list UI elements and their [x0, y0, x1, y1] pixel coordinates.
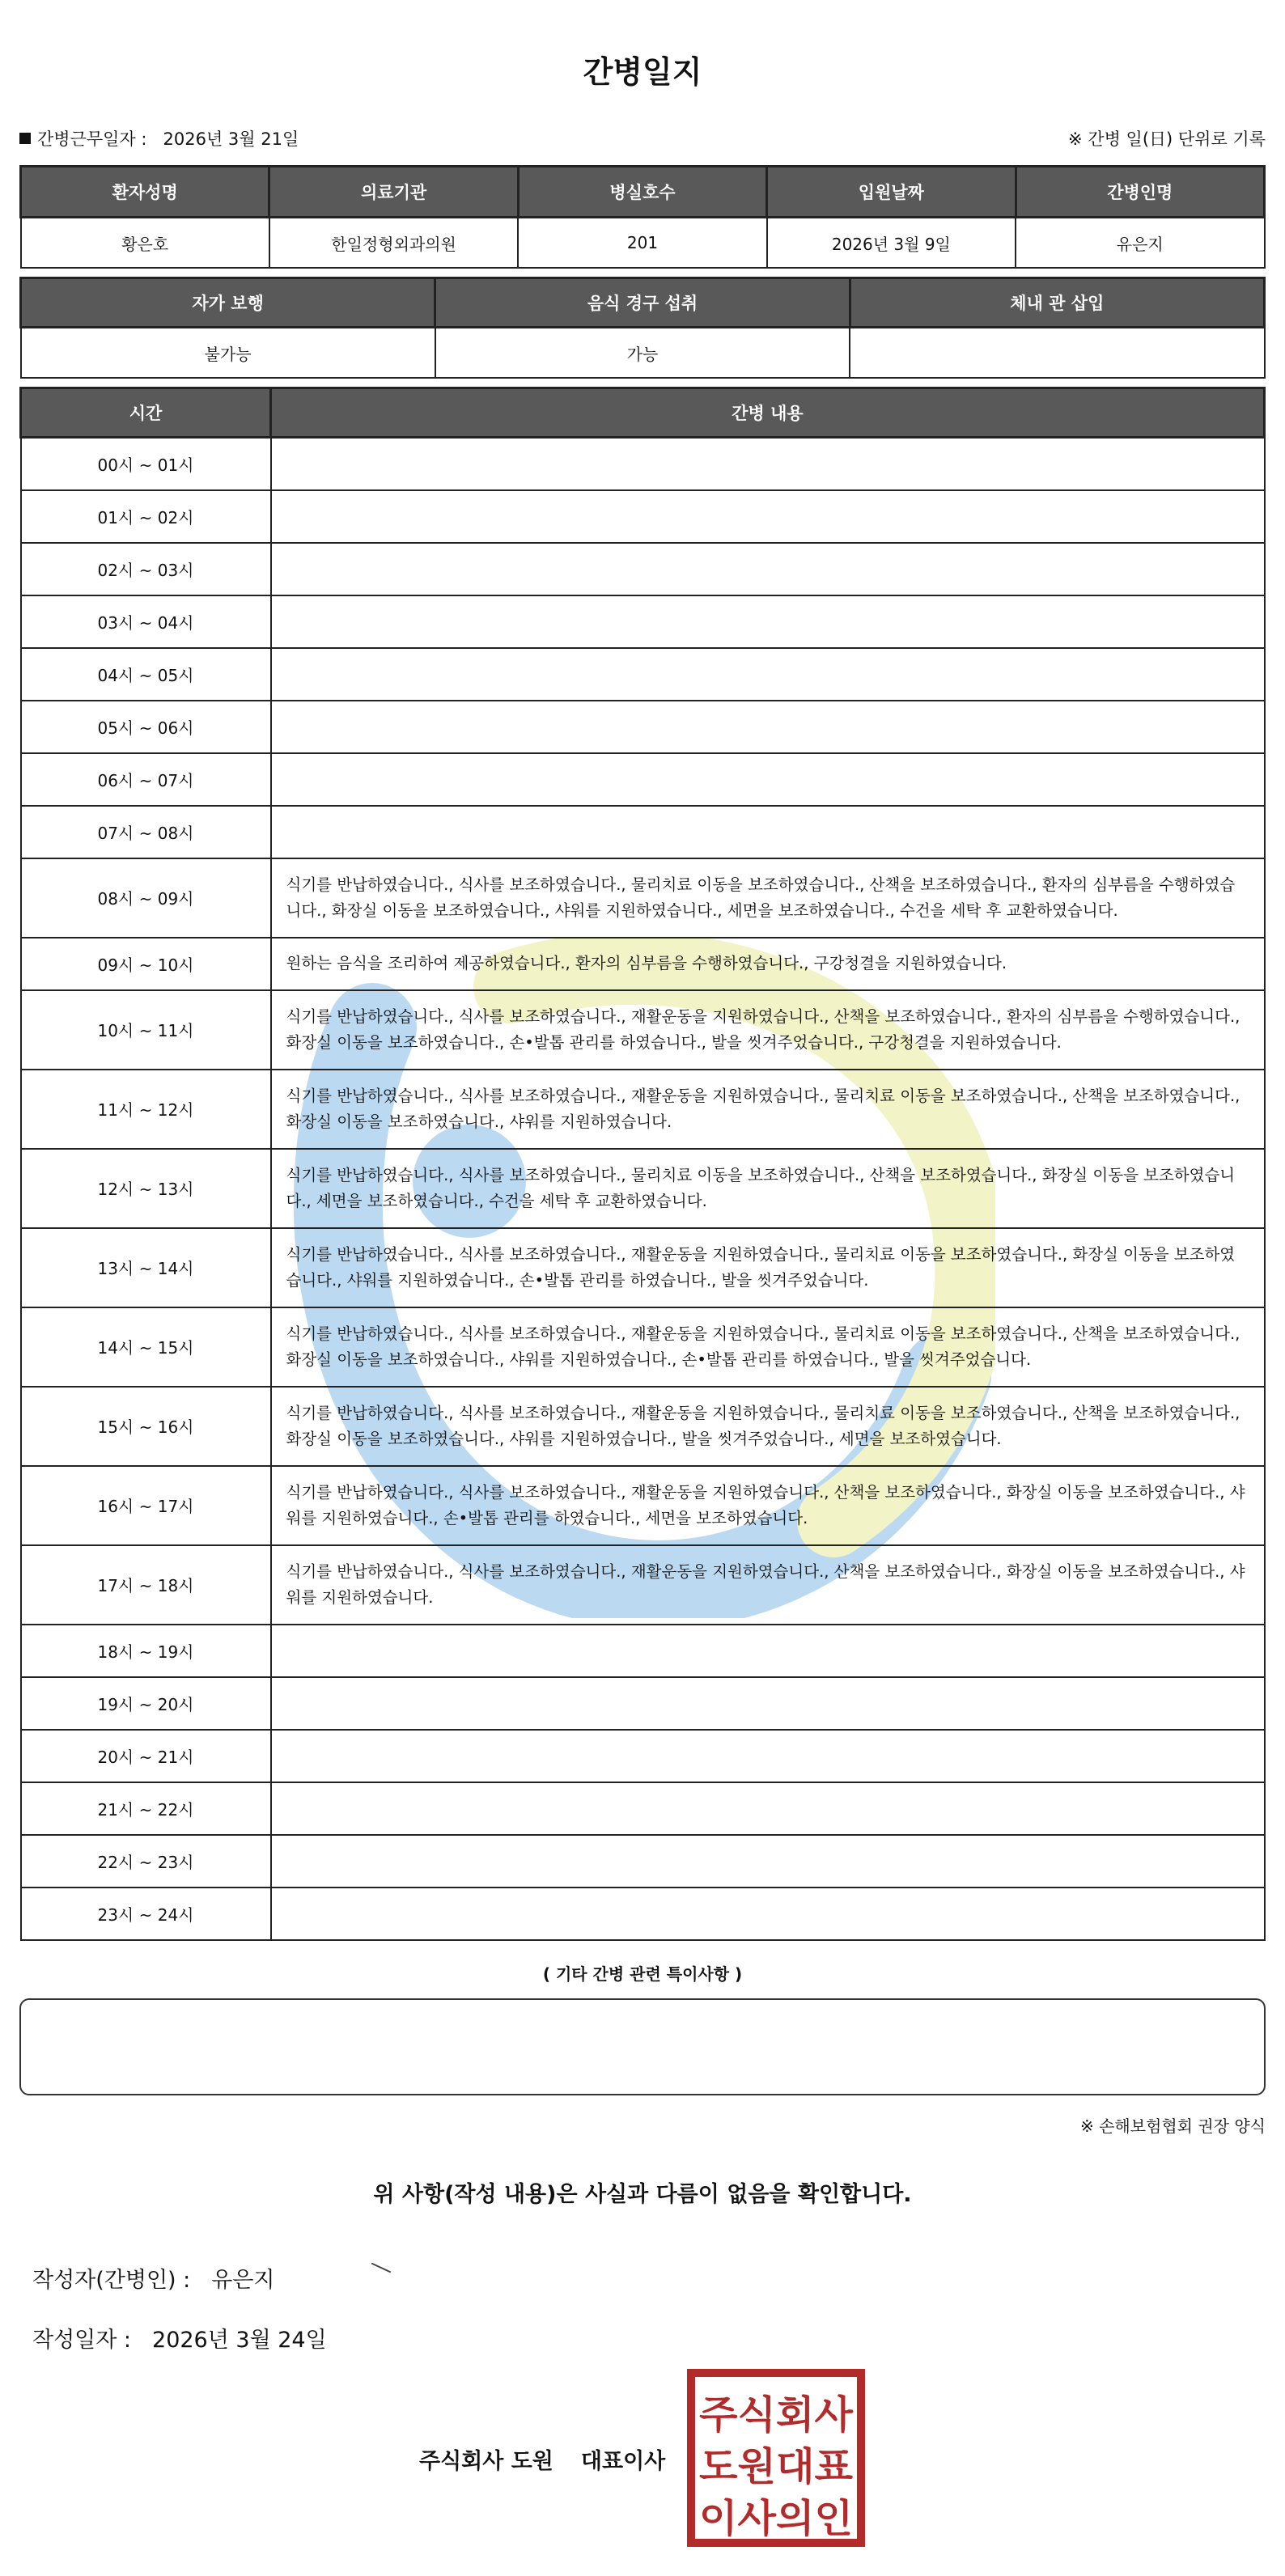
patient-header: 간병인명	[1016, 167, 1264, 218]
care-content-cell	[271, 1888, 1265, 1940]
table-row	[21, 1782, 1265, 1835]
room-number-cell: 201	[518, 218, 766, 269]
care-content-cell	[271, 1625, 1265, 1677]
time-cell: 05시 ~ 06시	[21, 701, 271, 753]
written-date-value: 2026년 3월 24일	[152, 2328, 327, 2353]
time-cell: 21시 ~ 22시	[21, 1782, 271, 1835]
time-cell: 03시 ~ 04시	[21, 595, 271, 648]
table-row	[21, 1307, 1265, 1387]
care-content-cell: 식기를 반납하였습니다., 식사를 보조하였습니다., 재활운동을 지원하였습니다., 산책을 보조하였습니다., 화장실 이동을 보조하였습니다., 샤워를 지원하였습니다.	[271, 1545, 1265, 1625]
care-content-cell: 원하는 음식을 조리하여 제공하였습니다., 환자의 심부름을 수행하였습니다., 구강청결을 지원하였습니다.	[271, 938, 1265, 990]
patient-status-table	[19, 277, 1266, 379]
admission-date-cell: 2026년 3월 9일	[767, 218, 1016, 269]
tube-insertion-cell	[850, 328, 1264, 379]
svg-text:이사의인: 이사의인	[699, 2496, 853, 2541]
work-date-row	[19, 126, 299, 150]
status-header: 체내 관 삽입	[850, 278, 1264, 328]
care-content-cell: 식기를 반납하였습니다., 식사를 보조하였습니다., 재활운동을 지원하였습니다., 물리치료 이동을 보조하였습니다., 산책을 보조하였습니다., 화장실 이동을 보조하였습니다., 샤워를 지원하였습니다., 발을 씻겨주었습니다., 세면을 보조하였습니다.	[271, 1387, 1265, 1466]
table-row	[21, 1228, 1265, 1307]
care-content-cell	[271, 543, 1265, 595]
table-row	[21, 1677, 1265, 1730]
time-cell: 19시 ~ 20시	[21, 1677, 271, 1730]
care-content-cell	[271, 490, 1265, 543]
care-content-cell: 식기를 반납하였습니다., 식사를 보조하였습니다., 재활운동을 지원하였습니다., 물리치료 이동을 보조하였습니다., 화장실 이동을 보조하였습니다., 샤워를 지원하였습니다., 손•발톱 관리를 하였습니다., 발을 씻겨주었습니다.	[271, 1228, 1265, 1307]
company-seal-stamp	[686, 2368, 866, 2548]
time-cell: 22시 ~ 23시	[21, 1835, 271, 1888]
time-cell: 04시 ~ 05시	[21, 648, 271, 701]
time-cell: 13시 ~ 14시	[21, 1228, 271, 1307]
care-content-cell	[271, 1730, 1265, 1782]
table-row	[21, 990, 1265, 1070]
table-row	[21, 1888, 1265, 1940]
company-name: 주식회사 도원	[419, 2449, 553, 2474]
time-cell: 09시 ~ 10시	[21, 938, 271, 990]
time-cell: 02시 ~ 03시	[21, 543, 271, 595]
writer-row	[32, 2262, 275, 2294]
content-header: 간병 내용	[271, 388, 1265, 438]
table-row	[21, 1070, 1265, 1149]
svg-text:주식회사: 주식회사	[699, 2392, 854, 2438]
patient-name-cell: 황은호	[21, 218, 269, 269]
caregiver-name-cell: 유은지	[1016, 218, 1264, 269]
status-header: 음식 경구 섭취	[435, 278, 850, 328]
status-header: 자가 보행	[21, 278, 435, 328]
time-cell: 20시 ~ 21시	[21, 1730, 271, 1782]
time-cell: 15시 ~ 16시	[21, 1387, 271, 1466]
patient-header: 환자성명	[21, 167, 269, 218]
care-content-cell: 식기를 반납하였습니다., 식사를 보조하였습니다., 재활운동을 지원하였습니다., 산책을 보조하였습니다., 환자의 심부름을 수행하였습니다., 화장실 이동을 보조하였습니다., 손•발톱 관리를 하였습니다., 발을 씻겨주었습니다., 구강청결을 지원하였습니다.	[271, 990, 1265, 1070]
representative-title: 대표이사	[580, 2449, 666, 2474]
time-cell: 12시 ~ 13시	[21, 1149, 271, 1228]
table-row	[21, 490, 1265, 543]
care-content-cell	[271, 1677, 1265, 1730]
form-source-note: ※ 손해보험협회 권장 양식	[1079, 2116, 1266, 2136]
table-row	[21, 1545, 1265, 1625]
time-cell: 16시 ~ 17시	[21, 1466, 271, 1545]
time-cell: 23시 ~ 24시	[21, 1888, 271, 1940]
care-content-cell: 식기를 반납하였습니다., 식사를 보조하였습니다., 재활운동을 지원하였습니다., 산책을 보조하였습니다., 화장실 이동을 보조하였습니다., 샤워를 지원하였습니다., 손•발톱 관리를 하였습니다., 세면을 보조하였습니다.	[271, 1466, 1265, 1545]
table-row	[21, 1466, 1265, 1545]
care-content-cell: 식기를 반납하였습니다., 식사를 보조하였습니다., 재활운동을 지원하였습니다., 물리치료 이동을 보조하였습니다., 산책을 보조하였습니다., 화장실 이동을 보조하였습니다., 샤워를 지원하였습니다., 손•발톱 관리를 하였습니다., 발을 씻겨주었습니다.	[271, 1307, 1265, 1387]
table-row	[21, 648, 1265, 701]
signature-mark	[371, 2263, 391, 2273]
table-row	[21, 1730, 1265, 1782]
written-date-label: 작성일자 :	[32, 2328, 132, 2353]
table-row	[21, 1625, 1265, 1677]
writer-label: 작성자(간병인) :	[32, 2268, 191, 2293]
time-cell: 00시 ~ 01시	[21, 438, 271, 490]
care-content-cell	[271, 753, 1265, 806]
unit-note: ※ 간병 일(日) 단위로 기록	[1068, 129, 1266, 149]
care-content-cell	[271, 438, 1265, 490]
care-content-cell	[271, 1835, 1265, 1888]
time-cell: 18시 ~ 19시	[21, 1625, 271, 1677]
table-row	[21, 1835, 1265, 1888]
care-content-cell	[271, 806, 1265, 858]
svg-text:도원대표: 도원대표	[699, 2444, 854, 2489]
table-row	[21, 806, 1265, 858]
care-content-cell: 식기를 반납하였습니다., 식사를 보조하였습니다., 물리치료 이동을 보조하였습니다., 산책을 보조하였습니다., 화장실 이동을 보조하였습니다., 세면을 보조하였습니다., 수건을 세탁 후 교환하였습니다.	[271, 1149, 1265, 1228]
table-row	[21, 1149, 1265, 1228]
patient-header: 병실호수	[518, 167, 766, 218]
written-date-row	[32, 2322, 327, 2354]
patient-info-table	[19, 165, 1266, 269]
table-row	[21, 543, 1265, 595]
time-cell: 06시 ~ 07시	[21, 753, 271, 806]
square-bullet-icon	[19, 133, 31, 144]
table-row	[21, 753, 1265, 806]
oral-intake-cell: 가능	[435, 328, 850, 379]
work-date-value: 2026년 3월 21일	[163, 129, 299, 149]
time-cell: 17시 ~ 18시	[21, 1545, 271, 1625]
table-row	[21, 438, 1265, 490]
table-row	[21, 701, 1265, 753]
company-row	[419, 2443, 665, 2475]
remarks-title: ( 기타 간병 관련 특이사항 )	[542, 1964, 743, 1984]
document-title: 간병일지	[583, 54, 702, 90]
remarks-box	[19, 1998, 1266, 2095]
work-date-label: 간병근무일자 :	[37, 129, 147, 149]
time-cell: 01시 ~ 02시	[21, 490, 271, 543]
walking-cell: 불가능	[21, 328, 435, 379]
care-content-cell	[271, 701, 1265, 753]
care-content-cell	[271, 1782, 1265, 1835]
care-content-cell	[271, 648, 1265, 701]
table-row	[21, 858, 1265, 938]
table-row	[21, 938, 1265, 990]
patient-header: 의료기관	[269, 167, 518, 218]
care-content-cell: 식기를 반납하였습니다., 식사를 보조하였습니다., 재활운동을 지원하였습니다., 물리치료 이동을 보조하였습니다., 산책을 보조하였습니다., 화장실 이동을 보조하였습니다., 샤워를 지원하였습니다.	[271, 1070, 1265, 1149]
time-cell: 14시 ~ 15시	[21, 1307, 271, 1387]
table-row	[21, 595, 1265, 648]
time-cell: 10시 ~ 11시	[21, 990, 271, 1070]
time-cell: 08시 ~ 09시	[21, 858, 271, 938]
patient-header: 입원날짜	[767, 167, 1016, 218]
table-row	[21, 1387, 1265, 1466]
hospital-cell: 한일정형외과의원	[269, 218, 518, 269]
care-content-cell	[271, 595, 1265, 648]
care-log-table	[19, 387, 1266, 1941]
time-cell: 07시 ~ 08시	[21, 806, 271, 858]
care-content-cell: 식기를 반납하였습니다., 식사를 보조하였습니다., 물리치료 이동을 보조하였습니다., 산책을 보조하였습니다., 환자의 심부름을 수행하였습니다., 화장실 이동을 보조하였습니다., 샤워를 지원하였습니다., 세면을 보조하였습니다., 수건을 세탁 후 교환하였습니다.	[271, 858, 1265, 938]
writer-name: 유은지	[211, 2268, 275, 2293]
confirmation-statement: 위 사항(작성 내용)은 사실과 다름이 없음을 확인합니다.	[373, 2182, 912, 2207]
time-cell: 11시 ~ 12시	[21, 1070, 271, 1149]
time-header: 시간	[21, 388, 271, 438]
